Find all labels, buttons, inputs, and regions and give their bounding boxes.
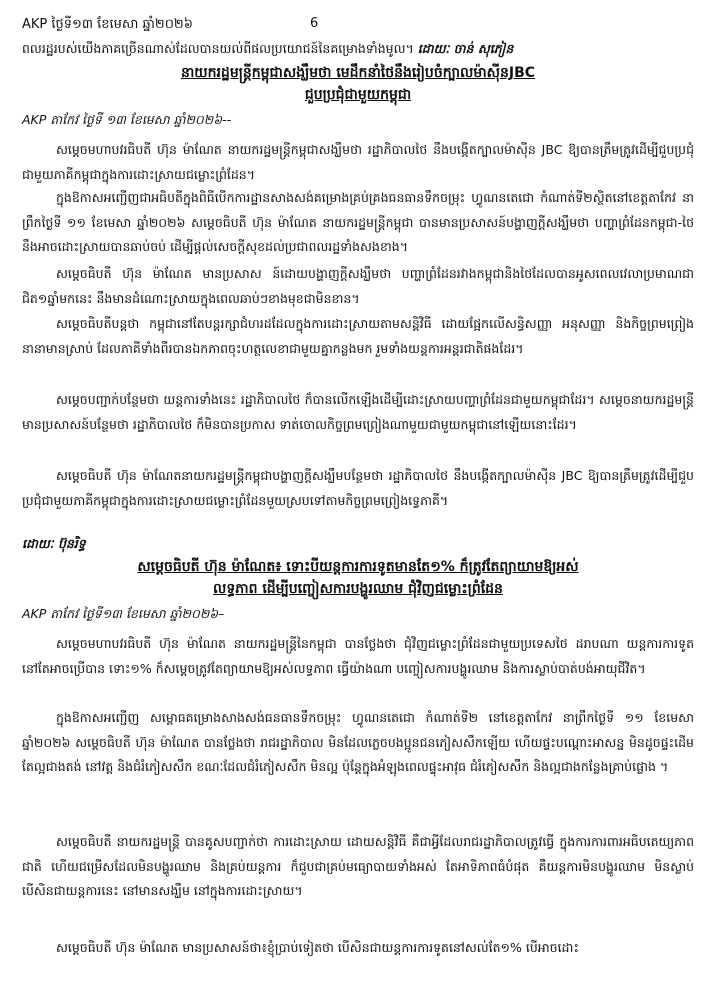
- article1-byline: ដោយៈ ប៊ុនរិទ្ធ: [22, 536, 86, 551]
- page-number: 6: [310, 16, 319, 31]
- article2-paragraph-3: សម្ដេចធិបតី នាយករដ្ឋមន្ត្រី បានគូសបញ្ជាក់ថា ការដោះស្រាយ ដោយសន្តិវិធី គឺជាអ្វីដែលរាជរដ្ឋាភិបាលត្រូវធ្វើ ក្នុងការការពារអធិបតេយ្យភាពជាតិ ហើយជម្រើសដែលមិនបង្ហូរឈាម និងគ្រប់យន្តការ ក៏ជួបជាគ្រប់មធ្យោបាយទាំងអស់ តែអាទិភាពធំបំផុត គឺយន្តការមិនបង្ហូរឈាម មិនស្លាប់ បើសិនជាយន្តការនេះ នៅមានសង្ឃឹម នៅក្នុងការដោះស្រាយ។: [22, 834, 694, 898]
- article1-title: [22, 62, 694, 106]
- intro-paragraph: [22, 40, 694, 58]
- article2-paragraph-1: សម្ដេចមហាបវរធិបតី ហ៊ុន ម៉ាណែត នាយករដ្ឋមន្ត្រីនៃកម្ពុជា បានថ្លែងថា ជុំវិញជម្លោះព្រំដែនជាមួយប្រទេសថៃ ដរាបណា យន្តការការទូតនៅតែអាចប្រើបាន ទោះ១% ក៏សម្ដេចត្រូវតែព្យាយាមឱ្យអស់លទ្ធភាព ធ្វើយ៉ាងណា បញ្ចៀសការបង្ហូរឈាម និងការស្លាប់បាត់បង់អាយុជីវិត។: [22, 636, 694, 676]
- article2-title-line2: លទ្ធភាព ដើម្បីបញ្ចៀសការបង្ហូរឈាម ជុំវិញជម្លោះព្រំដែន: [213, 581, 503, 597]
- intro-text: ពលរដ្ឋរបស់យើងភាគច្រើនណាស់ដែលបានយល់ពីផលប្រយោជន៍នៃគម្រោងទាំងមូល។: [22, 41, 414, 56]
- article2-title: [22, 556, 694, 600]
- article1-paragraph-3: សម្ដេចធិបតី ហ៊ុន ម៉ាណែត មានប្រសាស ន៍ដោយបង្ហាញក្ដីសង្ឃឹមថា បញ្ហាព្រំដែនរវាងកម្ពុជានិងថៃដែលបានអូសពេលវេលាប្រមាណជាជិត១ឆ្នាំមកនេះ នឹងមានដំណោះស្រាយក្នុងពេលឆាប់ៗខាងមុខជាមិនខាន។: [22, 266, 694, 306]
- article2-paragraph-2: ក្នុងឱកាសអញ្ជើញ សម្ពោធគម្រោងសាងសង់ធនធានទឹកចម្រុះ ហ្វូណនតេជោ កំណាត់ទី២ នៅខេត្តតាកែវ នាព្រឹកថ្ងៃទី ១១ ខែមេសា ឆ្នាំ២០២៦ សម្ដេចធិបតី ហ៊ុន ម៉ាណែត បានថ្លែងថា រាជរដ្ឋាភិបាល មិនដែលភ្លេចបងប្អូនជនភៀសសឹកឡើយ ហើយផ្ទះបណ្ដោះអាសន្ន មិនដូចផ្ទះដើម តែល្អជាងតង់ នៅវត្ត និងជំរំភៀសសឹក ខណៈដែលជំរំភៀសសឹក មិនល្អ ប៉ុន្តែក្នុងអំឡុងពេលផ្ទុះអាវុធ ជំរំភៀសសឹក និងល្អជាងកន្លែងគ្រាប់ផ្លោង ។: [22, 710, 694, 774]
- page-header: [22, 16, 319, 35]
- article1-title-line2: ជួបប្រជុំជាមួយកម្ពុជា: [304, 87, 412, 103]
- header-source-date: AKP ថ្ងៃទី១៣ ខែមេសា ឆ្នាំ២០២៦: [22, 17, 193, 32]
- article2-dateline: AKP តាកែវ ថ្ងៃទី១៣ ខែមេសា ឆ្នាំ២០២៦–: [22, 606, 225, 621]
- article2-paragraph-4: សម្ដេចធិបតី ហ៊ុន ម៉ាណែត មានប្រសាសន៍ថា៖ខ្ញុំប្រាប់ទៀតថា បើសិនជាយន្តការការទូតនៅសល់តែ១% បើអាចដោះ: [56, 940, 579, 955]
- article1-paragraph-5: សម្ដេចបញ្ជាក់បន្ថែមថា យន្តការទាំងនេះ រដ្ឋាភិបាលថៃ ក៏បានលើកឡើងដើម្បីដោះស្រាយបញ្ហាព្រំដែនជាមួយកម្ពុជាដែរ។ សម្ដេចនាយករដ្ឋមន្ត្រីមានប្រសាសន៍បន្ថែមថា រដ្ឋាភិបាលថៃ ក៏មិនបានប្រកាស ទាត់ចោលកិច្ចព្រមព្រៀងណាមួយជាមួយកម្ពុជានៅឡើយនោះដែរ។: [22, 392, 694, 432]
- article1-dateline: AKP តាកែវ ថ្ងៃទី ១៣ ខែមេសា ឆ្នាំ២០២៦--: [22, 112, 232, 127]
- article1-title-line1: នាយករដ្ឋមន្ត្រីកម្ពុជាសង្ឃឹមថា មេដឹកនាំថៃនឹងរៀបចំក្បាលម៉ាស៊ីនJBC: [180, 65, 536, 81]
- article1-paragraph-2: ក្នុងឱកាសអញ្ជើញជាអធិបតីក្នុងពិធីបើកការដ្ឋានសាងសង់គម្រោងគ្រប់គ្រងធនធានទឹកចម្រុះ ហ្វូណនតេជោ កំណាត់ទី២ស្ថិតនៅខេត្តតាកែវ នាព្រឹកថ្ងៃទី ១១ ខែមេសា ឆ្នាំ២០២៦ សម្ដេចធិបតី ហ៊ុន ម៉ាណែត នាយករដ្ឋមន្ត្រីកម្ពុជា បានមានប្រសាសន៍បង្ហាញក្ដីសង្ឃឹមថា បញ្ហាព្រំដែនកម្ពុជា-ថៃ នឹងអាចដោះស្រាយបានឆាប់ចប់ ដើម្បីផ្ដល់សេចក្ដីសុខដល់ប្រជាពលរដ្ឋទាំងសងខាង។: [22, 190, 694, 254]
- intro-byline: ដោយៈ ចាន់ សុភៀន: [417, 41, 514, 56]
- article2-title-line1: សម្ដេចធិបតី ហ៊ុន ម៉ាណែត៖ ទោះបីយន្តការការទូតមានតែ១% ក៏ត្រូវតែព្យាយាមឱ្យអស់: [137, 559, 579, 575]
- article1-paragraph-4: សម្ដេចធិបតីបន្តថា កម្ពុជានៅតែបន្តរក្សាជំហរដដែលក្នុងការដោះស្រាយតាមសន្តិវិធី ដោយផ្អែកលើសន្ធិសញ្ញា អនុសញ្ញា និងកិច្ចព្រមព្រៀងនានាមានស្រាប់ ដែលភាគីទាំងពីរបានឯកភាពចុះហត្ថលេខាជាមួយគ្នាកន្លងមក រួមទាំងយន្តការអន្តរជាតិផងដែរ។: [22, 316, 694, 356]
- article1-paragraph-6: សម្ដេចធិបតី ហ៊ុន ម៉ាណែតនាយករដ្ឋមន្ត្រីកម្ពុជាបង្ហាញក្ដីសង្ឃឹមបន្ថែមថា រដ្ឋាភិបាលថៃ នឹងបង្កើតក្បាលម៉ាស៊ីន JBC ឱ្យបានត្រឹមត្រូវដើម្បីជួបប្រជុំជាមួយភាគីកម្ពុជាក្នុងការដោះស្រាយជម្លោះព្រំដែនមួយស្របទៅតាមកិច្ចព្រមព្រៀងទ្វេភាគី។: [22, 468, 694, 508]
- article1-paragraph-1: សម្ដេចមហាបវរធិបតី ហ៊ុន ម៉ាណែត នាយករដ្ឋមន្ត្រីកម្ពុជាសង្ឃឹមថា រដ្ឋាភិបាលថៃ នឹងបង្កើតក្បាលម៉ាស៊ីន JBC ឱ្យបានត្រឹមត្រូវដើម្បីជួបប្រជុំជាមួយភាគីកម្ពុជាក្នុងការដោះស្រាយជម្លោះព្រំដែន។: [22, 142, 694, 182]
